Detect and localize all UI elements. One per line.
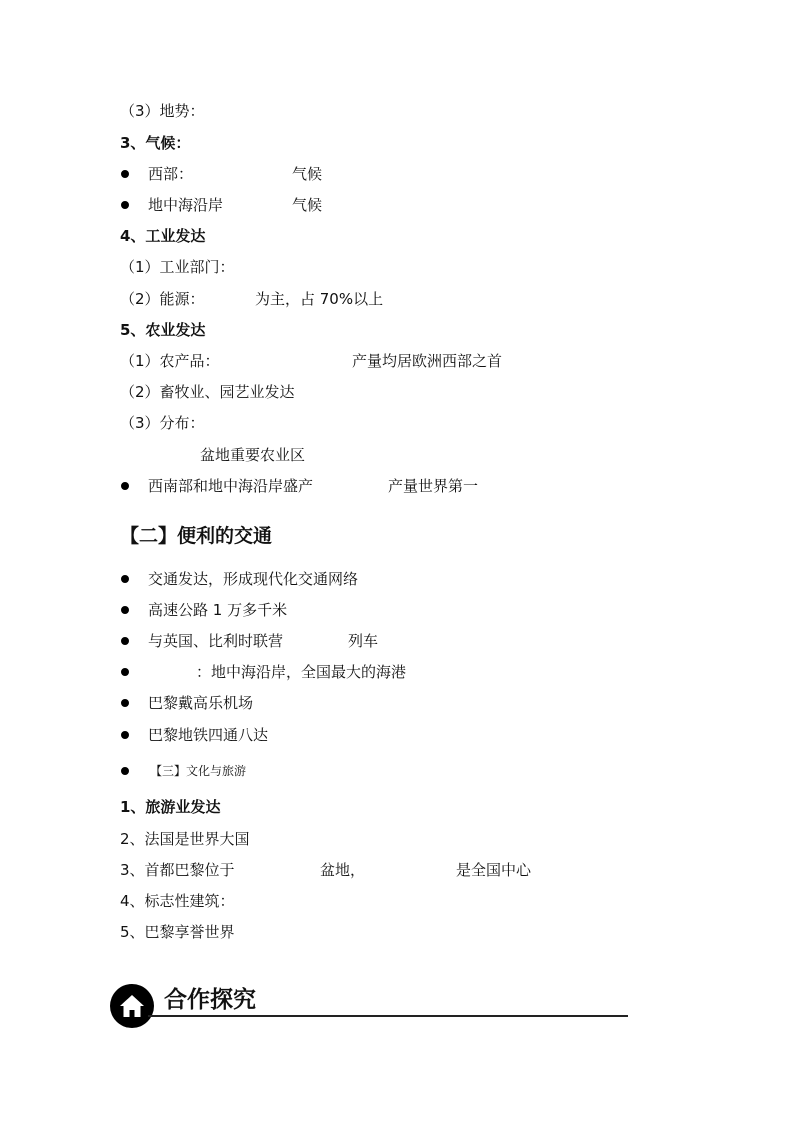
list-item: 巴黎戴高乐机场 <box>148 694 254 712</box>
culture-heading: 【三】文化与旅游 <box>150 764 247 778</box>
transport-heading: 【二】便利的交通 <box>120 525 273 547</box>
climate-med-label: 地中海沿岸 <box>148 196 224 214</box>
industry-heading: 4、工业发达 <box>120 227 206 245</box>
agri-product-suffix: 产量均居欧洲西部之首 <box>352 352 503 370</box>
list-item: ：地中海沿岸，全国最大的海港 <box>196 663 407 681</box>
culture-line-2: 2、法国是世界大国 <box>120 830 250 848</box>
terrain-line: （3）地势： <box>120 102 205 120</box>
section-title: 合作探究 <box>164 987 256 1013</box>
industry-dept-line: （1）工业部门： <box>120 258 235 276</box>
list-item: 与英国、比利时联营 <box>148 632 284 650</box>
bullet-icon <box>121 201 129 209</box>
agri-basin-line: 盆地重要农业区 <box>200 446 306 464</box>
section-badge <box>110 984 154 1028</box>
list-item: 交通发达，形成现代化交通网络 <box>148 570 359 588</box>
culture-line-4: 4、标志性建筑： <box>120 892 235 910</box>
climate-med-suffix: 气候 <box>292 196 323 214</box>
bullet-icon <box>121 668 129 676</box>
culture-line-3a: 3、首都巴黎位于 <box>120 861 235 879</box>
bullet-icon <box>121 637 129 645</box>
bullet-icon <box>121 699 129 707</box>
climate-heading: 3、气候： <box>120 134 191 152</box>
bullet-icon <box>121 731 129 739</box>
agri-heading: 5、农业发达 <box>120 321 206 339</box>
culture-line-3c: 是全国中心 <box>456 861 532 879</box>
culture-line-1: 1、旅游业发达 <box>120 798 221 816</box>
climate-west-suffix: 气候 <box>292 165 323 183</box>
agri-distribution-line: （3）分布： <box>120 414 205 432</box>
energy-suffix: 为主，占 70%以上 <box>255 290 384 308</box>
agri-product-label: （1）农产品： <box>120 352 220 370</box>
agri-southwest-label: 西南部和地中海沿岸盛产 <box>148 477 314 495</box>
culture-line-3b: 盆地， <box>320 861 366 879</box>
list-item: 巴黎地铁四通八达 <box>148 726 269 744</box>
bullet-icon <box>121 575 129 583</box>
section-divider <box>148 1015 628 1017</box>
list-item: 高速公路 1 万多千米 <box>148 601 288 619</box>
agri-livestock-line: （2）畜牧业、园艺业发达 <box>120 383 295 401</box>
culture-line-5: 5、巴黎享誉世界 <box>120 923 235 941</box>
bullet-icon <box>121 482 129 490</box>
bullet-icon <box>121 170 129 178</box>
bullet-icon <box>121 606 129 614</box>
bullet-icon <box>121 767 129 775</box>
energy-label: （2）能源： <box>120 290 205 308</box>
home-icon <box>118 992 146 1020</box>
train-suffix: 列车 <box>348 632 379 650</box>
climate-west-label: 西部： <box>148 165 194 183</box>
agri-southwest-suffix: 产量世界第一 <box>388 477 479 495</box>
